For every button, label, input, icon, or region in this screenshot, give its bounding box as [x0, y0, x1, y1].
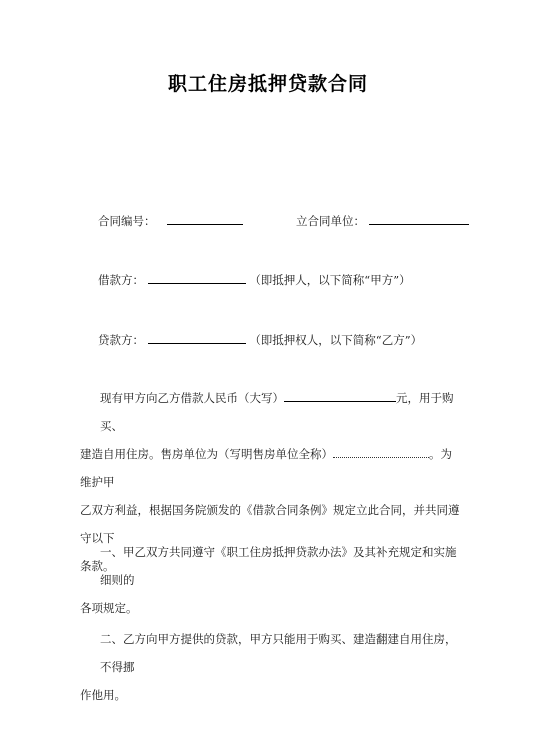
preamble-line-3: 乙双方利益，根据国务院颁发的《借款合同条例》规定立此合同，并共同遵守以下 [80, 503, 460, 545]
borrower-note: （即抵押人，以下简称“甲方”） [249, 273, 411, 287]
borrower-label: 借款方： [98, 273, 144, 287]
preamble-text-1b: 元，用于购买、 [100, 391, 454, 433]
signing-unit-row [296, 212, 469, 229]
clause-1-line-2: 各项规定。 [80, 601, 138, 615]
seller-name-blank [333, 445, 429, 458]
contract-number-row [98, 212, 243, 229]
clause-2-line-1: 二、乙方向甲方提供的贷款，甲方只能用于购买、建造翻建自用住房，不得挪 [100, 632, 457, 674]
preamble-line-1 [80, 384, 460, 440]
lender-label: 贷款方： [98, 333, 144, 347]
signing-unit-label: 立合同单位： [296, 214, 365, 228]
contract-number-label: 合同编号： [98, 214, 156, 228]
preamble-line-2 [80, 440, 460, 496]
clause-2 [80, 625, 460, 709]
preamble-text-2a: 建造自用住房。售房单位为（写明售房单位全称） [80, 447, 333, 461]
clause-1-line-1: 一、甲乙双方共同遵守《职工住房抵押贷款办法》及其补充规定和实施细则的 [100, 545, 457, 587]
loan-amount-blank [284, 389, 396, 402]
document-title: 职工住房抵押贷款合同 [167, 73, 368, 95]
borrower-blank [148, 271, 246, 284]
preamble-text-1a: 现有甲方向乙方借款人民币（大写） [100, 391, 284, 405]
borrower-row [98, 271, 411, 288]
lender-row [98, 331, 422, 348]
clause-1 [80, 538, 460, 622]
clause-2-line-2: 作他用。 [80, 688, 126, 702]
preamble-line-4: 条款。 [80, 559, 115, 573]
signing-unit-blank [369, 212, 469, 225]
lender-note: （即抵押权人，以下简称“乙方”） [249, 333, 423, 347]
lender-blank [148, 331, 246, 344]
contract-number-blank [167, 212, 243, 225]
preamble-text-2b: 。为维护甲 [80, 447, 452, 489]
